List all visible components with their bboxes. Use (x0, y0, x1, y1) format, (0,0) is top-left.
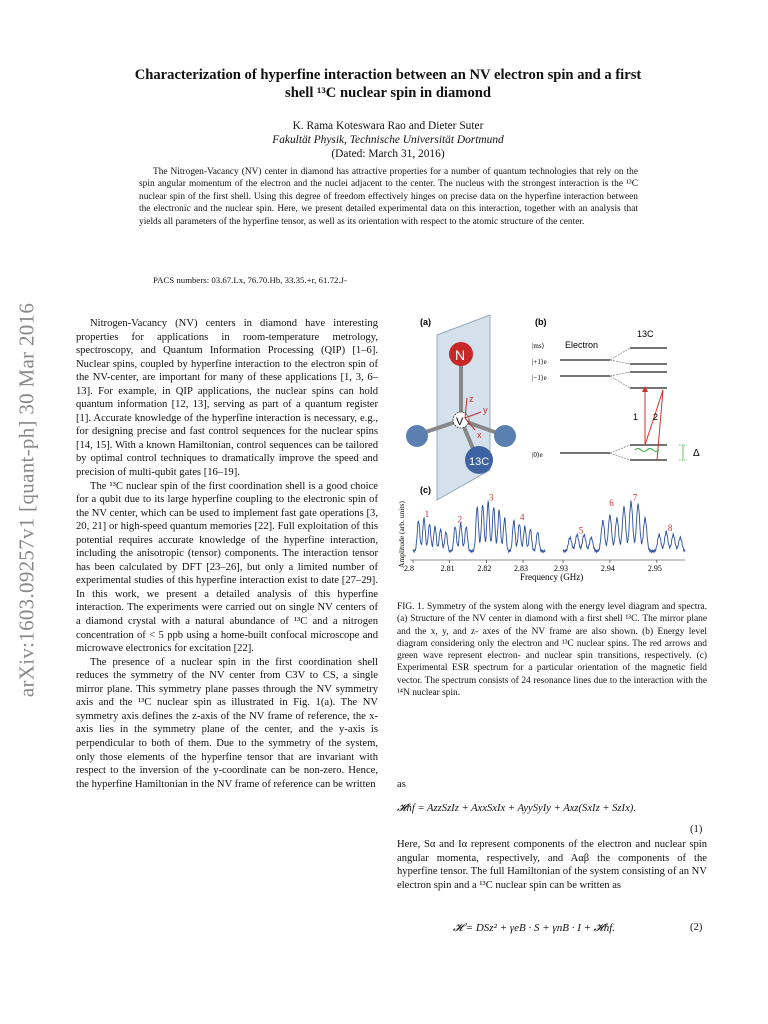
z-axis-label: z (469, 394, 474, 404)
authors: K. Rama Koteswara Rao and Dieter Suter (292, 120, 484, 132)
group-label: 4 (520, 511, 525, 522)
group-label: 1 (424, 509, 430, 519)
level-plus1-label: |+1⟩e (532, 358, 547, 366)
x-tick-label: 2.81 (440, 564, 455, 573)
x-axis-title: Frequency (GHz) (520, 572, 584, 582)
electron-label: Electron (565, 340, 599, 350)
x-tick-label: 2.82 (477, 564, 492, 573)
equation-1-number: (1) (690, 824, 703, 835)
paragraph: Here, Sα and Iα represent components of the electron and nuclear spin angular momenta, respectively, and Aαβ the components of the hyperfine tensor. The full Hamiltonian of the system consisting of an NV electron spin and a ¹³C nuclear spin can be written as (397, 839, 707, 891)
text-fragment: as (397, 779, 406, 790)
figure-caption: FIG. 1. Symmetry of the system along with the energy level diagram and spectra. (a) Structure of the NV center in diamond with a first shell ¹³C. The mirror plane and the x, y, and z- axes of the NV frame are also shown. (b) Energy level diagram considering only the electron and ¹³C nuclear spins. The red arrows and green wave represent electron- and nuclear spin transitions, respectively. (c) Experimental ESR spectrum for a particular orientation of the magnetic field vector. The spectrum consists of 24 resonance lines due to the interaction with the ¹⁴N nuclear spin. (397, 602, 707, 699)
x-tick-label: 2.95 (647, 564, 662, 573)
delta-label: Δ (693, 448, 700, 459)
group-label: 6 (609, 498, 614, 508)
x-tick-label: 2.93 (554, 564, 568, 573)
panel-c-label: (c) (420, 485, 431, 495)
author-block (70, 119, 706, 161)
spectrum-series-line (413, 501, 545, 553)
panel-b-label: (b) (535, 317, 547, 327)
left-column (76, 317, 378, 791)
transition-1-label: 1 (633, 412, 639, 422)
paragraph: The presence of a nuclear spin in the first coordination shell reduces the symmetry of the NV center from C3V to CS, a single mirror plane. This symmetry plane passes through the NV symmetry axis and the ¹³C nuclear spin as illustrated in Fig. 1(a). The NV symmetry axis defines the z-axis of the NV frame of reference, the x-axis lies in the symmetry plane of the center, and the y-axis is perpendicular to both of them. Due to the symmetry of the system, only those elements of the hyperfine tensor that are invariant with respect to the inversion of the y-coordinate can be non-zero. Hence, the hyperfine Hamiltonian in the NV frame of reference can be written (76, 656, 378, 790)
equation-1: 𝓗hf = AzzSzIz + AxxSxIx + AyySyIy + Axz(SxIz + SzIx). (397, 803, 636, 814)
x-tick-label: 2.83 (514, 564, 528, 573)
pacs-numbers: PACS numbers: 03.67.Lx, 76.70.Hb, 33.35.+r, 61.72.J- (153, 275, 347, 285)
carbon-atom (494, 425, 516, 447)
nitrogen-label: N (455, 347, 466, 363)
group-label: 7 (632, 492, 638, 503)
x-axis-label: x (477, 430, 482, 440)
equation-2-number: (2) (690, 922, 703, 933)
y-axis-label: y (483, 405, 488, 415)
paragraph: The ¹³C nuclear spin of the first coordination shell is a good choice for a qubit due to its large hyperfine coupling to the electronic spin of the NV center, which can be used to implement fast gate operations [3, 20, 21] or high-speed quantum memories [22]. Full exploitation of this potential requires accurate knowledge of the hyperfine interaction, including the anisotropic (tensor) components. The interaction tensor has been calculated by DFT [23–26], but only a limited number of experimental studies of this hyperfine interaction exist to date [27–29]. In this work, we present a detailed analysis of this hyperfine interaction. The experiments were carried out on single NV centers of a diamond crystal with a natural abundance of ¹³C and a nitrogen concentration of < 5 ppb using a home-built confocal microscope and microwave electronics for excitation [22]. (76, 480, 378, 655)
group-label: 8 (667, 522, 673, 533)
ms-label: |ms⟩ (532, 342, 545, 350)
date: (Dated: March 31, 2016) (331, 148, 445, 160)
x-tick-label: 2.94 (600, 564, 615, 573)
panel-a-label: (a) (420, 317, 431, 327)
x-tick-label: 2.8 (404, 564, 414, 573)
arxiv-identifier: arXiv:1603.09257v1 [quant-ph] 30 Mar 2016 (14, 302, 39, 698)
spectrum-group (404, 493, 685, 574)
level-zero-label: |0⟩e (532, 451, 543, 459)
group-label: 5 (578, 525, 584, 536)
nuclear-transition-wave (635, 449, 659, 452)
y-axis-title: Amplitude (arb. units) (397, 501, 406, 568)
carbon-13-label: 13C (469, 456, 490, 468)
group-label: 3 (488, 492, 494, 503)
abstract: The Nitrogen-Vacancy (NV) center in diamond has attractive properties for a number of quantum technologies that rely on the spin angular momentum of the electron and the nuclei adjacent to the center. The nucleus with the strongest interaction is the ¹³C nuclear spin of the first shell. Using this degree of freedom effectively hinges on precise data on the hyperfine interaction between the electronic and the nuclear spin. Here, we present detailed experimental data on this interaction, together with an analysis that yields all parameters of the hyperfine tensor, as well as its orientation with respect to the atomic structure of the center. (139, 167, 638, 227)
level-minus1-label: |−1⟩e (532, 374, 547, 382)
paragraph: Nitrogen-Vacancy (NV) centers in diamond have interesting properties for applications in room-temperature metrology, spectroscopy, and Quantum Information Processing (QIP) [1–6]. Nuclear spins, coupled by hyperfine interaction to the electron spin of the NV-center, are important for many of these applications [1, 3, 6–13]. For example, in QIP applications, the nuclear spins can hold quantum information [12, 13], serving as part of a quantum register [1]. Accurate knowledge of the hyperfine interaction is necessary, e.g., for designing precise and fast control sequences for the nuclear spins [14, 15]. With a known Hamiltonian, control sequences can be tailored by optimal control techniques to dramatically improve the speed and precision of multi-qubit gates [16–19]. (76, 318, 378, 479)
c13-level-label: 13C (637, 329, 654, 339)
carbon-atom (406, 425, 428, 447)
arxiv-sidebar (10, 250, 44, 750)
figure-1 (395, 310, 715, 590)
transition-2-label: 2 (653, 412, 659, 422)
equation-2: 𝓗 = DSz² + γeB · S + γnB · I + 𝓗hf. (453, 922, 616, 934)
group-label: 2 (457, 514, 463, 525)
vacancy-label: V (456, 416, 464, 428)
paper-title: Characterization of hyperfine interaction between an NV electron spin and a first shell ¹³C nuclear spin in diamond (134, 67, 642, 101)
affiliation: Fakultät Physik, Technische Universität Dortmund (272, 134, 504, 146)
